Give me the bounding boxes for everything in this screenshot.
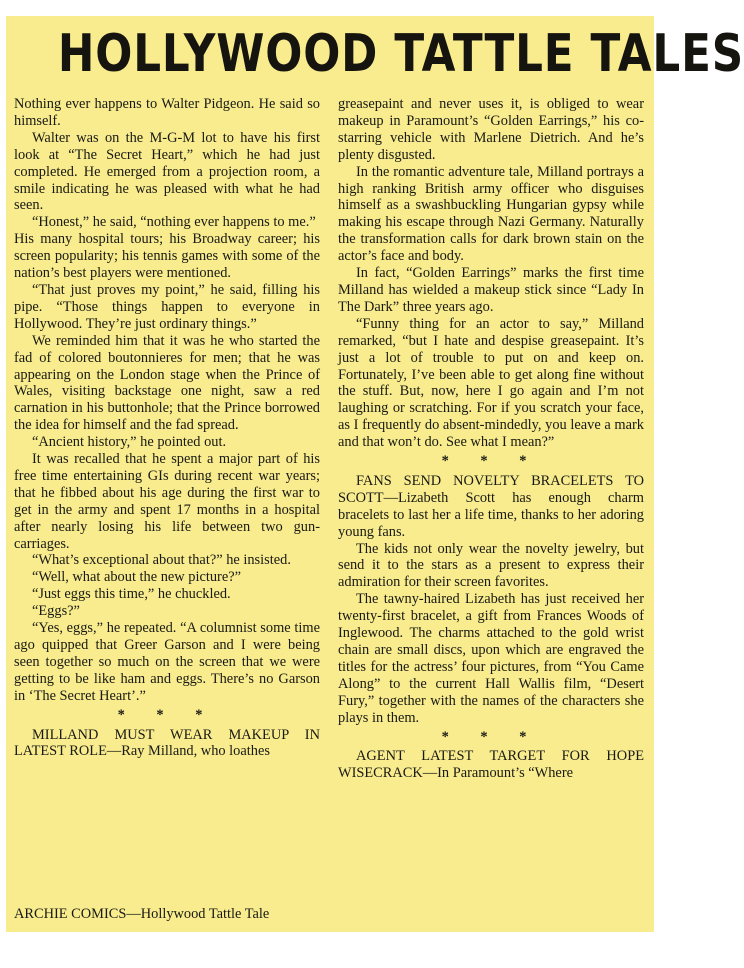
paragraph: In fact, “Golden Earrings” marks the first time Milland has wielded a makeup stick since “Lady In The Dark” three years ago.: [338, 265, 644, 315]
paragraph: “Funny thing for an actor to say,” Milland remarked, “but I hate and despise greasepaint. It’s just a lot of trouble to put on and keep on. Fortunately, I’ve been able to get along fine without the stuff. But, now, here I go again and I’m not laughing or scratching. For if you scratch your face, as I frequently do absent-mindedly, you leave a mark and that won’t do. See what I mean?”: [338, 315, 644, 451]
paragraph: The kids not only wear the novelty jewelry, but send it to the stars as a present to express their admiration for their screen favorites.: [338, 540, 644, 591]
paragraph: “Just eggs this time,” he chuckled.: [32, 586, 231, 603]
paragraph: “Well, what about the new picture?”: [32, 569, 242, 586]
section-divider: * * *: [441, 453, 541, 470]
comic-page: [6, 16, 744, 932]
paragraph: In the romantic adventure tale, Milland portrays a high ranking British army officer who disguises himself as a swashbuckling Hungarian gypsy while making his escape through Nazi Germany. Naturally the transformation calls for dark brown stain on the actor’s face and body.: [338, 163, 644, 265]
item-headline: AGENT LATEST TARGET FOR HOPE WISECRACK—In Paramount’s “Where: [338, 748, 644, 782]
paragraph: “Honest,” he said, “nothing ever happens to me.”: [32, 214, 316, 231]
item-headline: FANS SEND NOVELTY BRACELETS TO SCOTT—Lizabeth Scott has enough charm bracelets to last her a life time, thanks to her adoring young fans.: [338, 472, 644, 540]
paragraph: “That just proves my point,” he said, filling his pipe. “Those things happen to everyone in Hollywood. They’re just ordinary things.”: [14, 281, 320, 332]
page-footer: ARCHIE COMICS—Hollywood Tattle Tale: [14, 906, 270, 922]
paragraph: “Ancient history,” he pointed out.: [32, 434, 227, 451]
paragraph: His many hospital tours; his Broadway career; his screen popularity; his tennis games with some of the nation’s best players were mentioned.: [14, 231, 320, 282]
section-divider: * * *: [441, 728, 541, 745]
paragraph: It was recalled that he spent a major part of his free time entertaining GIs during recent war years; that he fibbed about his age during the first war to get in the army and spent 17 months in a hospital after nearly losing his life between two gun-carriages.: [14, 451, 320, 552]
paragraph: “Yes, eggs,” he repeated. “A columnist some time ago quipped that Greer Garson and I were being seen together so much on the screen that we were getting to be like ham and eggs. There’s no Garson in ‘The Secret Heart’.”: [14, 620, 320, 704]
paragraph: “Eggs?”: [32, 603, 80, 620]
right-column: [338, 96, 644, 782]
paragraph: Nothing ever happens to Walter Pidgeon. He said so himself.: [14, 96, 320, 129]
section-divider: * * *: [117, 706, 217, 723]
paragraph: The tawny-haired Lizabeth has just received her twenty-first bracelet, a gift from Frances Woods of Inglewood. The charms attached to the gold wrist chain are small discs, upon which are engraved the titles for the actress’ four pictures, from “You Came Along” to the current Hall Wallis film, “Desert Fury,” together with the names of the characters she plays in them.: [338, 591, 644, 726]
paragraph: We reminded him that it was he who started the fad of colored boutonnieres for men; that he was appearing on the London stage when the Prince of Wales, visiting backstage one night, saw a red carnation in his buttonhole; that the Prince borrowed the idea for himself and the fad spread.: [14, 332, 320, 434]
paragraph: “What’s exceptional about that?” he insisted.: [32, 552, 291, 569]
page-title: HOLLYWOOD TATTLE TALES: [57, 24, 744, 84]
paragraph: greasepaint and never uses it, is obliged to wear makeup in Paramount’s “Golden Earrings,” his co-starring vehicle with Marlene Dietrich. And he’s plenty disgusted.: [338, 96, 644, 163]
item-headline: MILLAND MUST WEAR MAKEUP IN LATEST ROLE—Ray Milland, who loathes: [14, 726, 320, 760]
paragraph: Walter was on the M-G-M lot to have his first look at “The Secret Heart,” which he had just completed. He emerged from a projection room, a smile indicating he was pleased with what he had seen.: [14, 129, 320, 214]
left-column: [14, 96, 320, 760]
